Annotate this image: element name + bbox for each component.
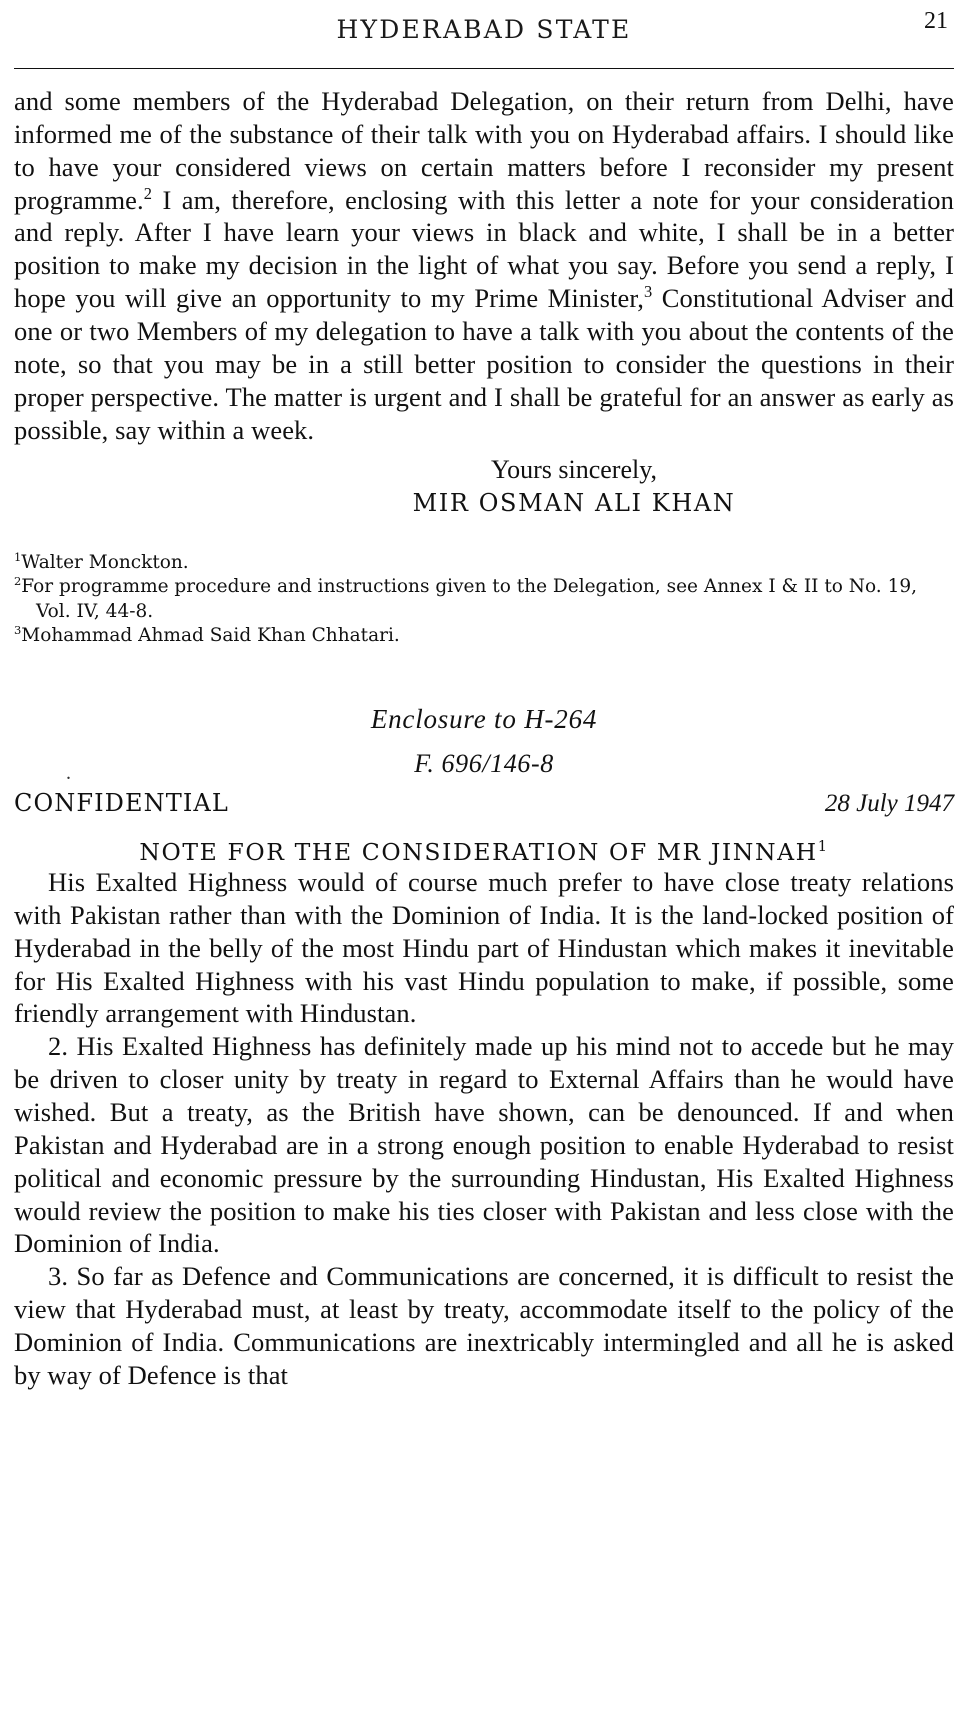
- letter-closing: Yours sincerely,: [490, 455, 658, 485]
- running-head-title: HYDERABAD STATE: [336, 14, 632, 44]
- footnote-ref-2: 2: [143, 183, 153, 203]
- letter-paragraph-1a: and some members of the Hyderabad Delegation, on their return from Delhi, have informed me of the substance of their talk with you on Hyderabad affairs. I should like to have your considered views on certain matters before I reconsider my present programme.: [14, 86, 954, 215]
- page-content: [14, 69, 954, 1392]
- footnote-1-marker: 1: [14, 549, 22, 564]
- note-paragraph-1: His Exalted Highness would of course much prefer to have close treaty relations with Pakistan rather than with the Dominion of India. It is the land-locked position of Hyderabad in the belly of the most Hindu part of Hindustan which makes it inevitable for His Exalted Highness with his vast Hindu population to make, if possible, some friendly arrangement with Hindustan.: [14, 866, 954, 1029]
- signature-block: [14, 454, 954, 520]
- note-heading: [14, 838, 954, 866]
- letter-paragraph-1: [14, 85, 954, 446]
- enclosure-title: Enclosure to H-264: [370, 703, 598, 734]
- note-heading-footnote-marker: 1: [817, 838, 829, 856]
- confidential-label: CONFIDENTIAL: [14, 788, 229, 817]
- letter-paragraph-1b: I am, therefore, enclosing with this letter a note for your consideration and reply. After I have learn your views in black and white, I shall be in a better position to make my decision in the light of what you say. Before you send a reply, I hope you will give an opportunity to my Prime Minister,: [14, 184, 954, 314]
- footnotes-section: [14, 551, 954, 649]
- footnote-2: [14, 575, 954, 600]
- page-number: 21: [924, 8, 948, 34]
- footnote-3-marker: 3: [14, 623, 22, 638]
- enclosure-reference: F. 696/146-8: [414, 748, 554, 778]
- footnote-2-marker: 2: [14, 573, 22, 588]
- letter-signature: MIR OSMAN ALI KHAN: [412, 488, 736, 517]
- page-header: [14, 0, 954, 58]
- letter-paragraph-1c: Constitutional Adviser and one or two Members of my delegation to have a talk with you about the contents of the note, so that you may be in a still better position to consider the questions in their proper perspective. The matter is urgent and I shall be grateful for an answer as early as possible, say within a week.: [14, 283, 954, 445]
- footnote-1: [14, 551, 954, 576]
- classification-row: [14, 789, 954, 818]
- footnote-3: [14, 624, 954, 649]
- note-paragraph-3: 3. So far as Defence and Communications are concerned, it is difficult to resist the view that Hyderabad must, at least by treaty, accommodate itself to the policy of the Dominion of India. Communications are inextricably intermingled and all he is asked by way of Defence is that: [14, 1261, 954, 1390]
- footnote-ref-3: 3: [643, 282, 653, 302]
- stray-dot-mark: .: [66, 762, 71, 784]
- footnote-3-text: Mohammad Ahmad Said Khan Chhatari.: [21, 625, 400, 647]
- footnote-1-text: Walter Monckton.: [21, 551, 189, 573]
- note-paragraph-2: 2. His Exalted Highness has definitely made up his mind not to accede but he may be driven to closer unity by treaty in regard to External Affairs than he would have wished. But a treaty, as the British have shown, can be denounced. If and when Pakistan and Hyderabad are in a strong enough position to enable Hyderabad to resist political and economic pressure by the surrounding Hindustan, His Exalted Highness would review the position to make his ties closer with Pakistan and less close with the Dominion of India.: [14, 1031, 954, 1259]
- note-heading-text: NOTE FOR THE CONSIDERATION OF MR JINNAH: [139, 837, 818, 866]
- footnote-2-continuation: Vol. IV, 44-8.: [36, 600, 154, 622]
- document-date: 28 July 1947: [824, 789, 954, 817]
- footnote-2-text: For programme procedure and instructions given to the Delegation, see Annex I & II to No. 19,: [21, 576, 917, 598]
